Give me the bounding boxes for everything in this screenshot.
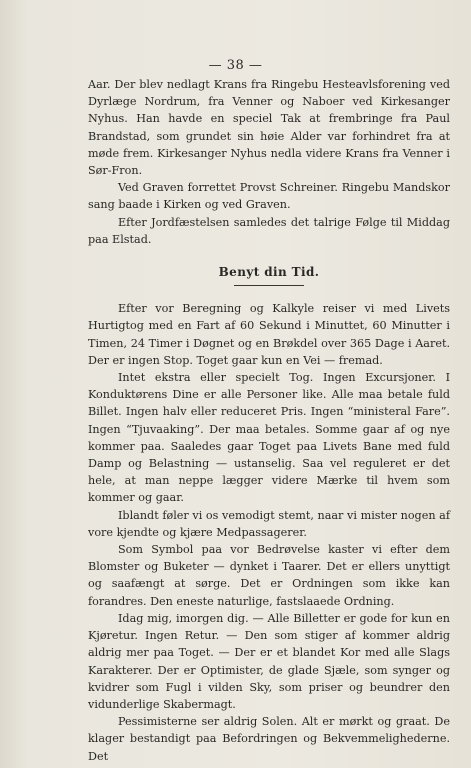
section-heading: Benyt din Tid. xyxy=(218,265,320,280)
paragraph: Aar. Der blev nedlagt Krans fra Ringebu Hesteavlsforening ved Dyrlæge Nordrum, fra Venner og Naboer ved Kirkesanger Nyhus. Han havde en speciel Tak at frembringe fra Paul Brandstad, som grundet sin høie Alder var forhindret fra at møde frem. Kirkesanger Nyhus nedla videre Krans fra Venner i Sør-Fron. xyxy=(88,78,450,178)
paragraph: Som Symbol paa vor Bedrøvelse kaster vi efter dem Blomster og Buketer — dynket i Taarer. Det er ellers unyttigt og saafængt at sørge. Det er Ordningen som ikke kan forandres. Den eneste naturlige, fastslaaede Ordning. xyxy=(88,543,450,608)
page-text xyxy=(88,76,450,765)
heading-rule xyxy=(234,285,304,286)
paragraph: Iblandt føler vi os vemodigt stemt, naar vi mister nogen af vore kjendte og kjære Medpassagerer. xyxy=(88,508,450,539)
paragraph: Intet ekstra eller specielt Tog. Ingen Excursjoner. I Konduktørens Dine er alle Personer like. Alle maa betale fuld Billet. Ingen halv eller reduceret Pris. Ingen “ministeral Fare”. Ingen “Tjuvaaking”. Der maa betales. Somme gaar af og nye kommer paa. Saaledes gaar Toget paa Livets Bane med fuld Damp og Belastning — ustanselig. Saa vel reguleret er det hele, at man neppe lægger videre Mærke til hvem som kommer og gaar. xyxy=(88,371,450,505)
paragraph: Idag mig, imorgen dig. — Alle Billetter er gode for kun en Kjøretur. Ingen Retur. — Den som stiger af kommer aldrig aldrig mer paa Toget. — Der er et blandet Kor med alle Slags Karakterer. Der er Optimister, de glade Sjæle, som synger og kvidrer som Fugl i vilden Sky, som priser og beundrer den vidunderlige Skabermagt. xyxy=(88,611,450,711)
paragraph: Efter vor Beregning og Kalkyle reiser vi med Livets Hurtigtog med en Fart af 60 Sekund i Minuttet, 60 Minutter i Timen, 24 Timer i Døgnet og en Brøkdel over 365 Dage i Aaret. Der er ingen Stop. Toget gaar kun en Vei — fremad. xyxy=(88,302,450,367)
paragraph: Pessimisterne ser aldrig Solen. Alt er mørkt og graat. De klager bestandigt paa Befordringen og Bekvemmelighederne. Det xyxy=(88,715,450,763)
paragraph: Ved Graven forrettet Provst Schreiner. Ringebu Mandskor sang baade i Kirken og ved Graven. xyxy=(88,181,450,212)
paragraph: Efter Jordfæstelsen samledes det talrige Følge til Middag paa Elstad. xyxy=(88,215,450,246)
page-number: — 38 — xyxy=(208,58,263,73)
